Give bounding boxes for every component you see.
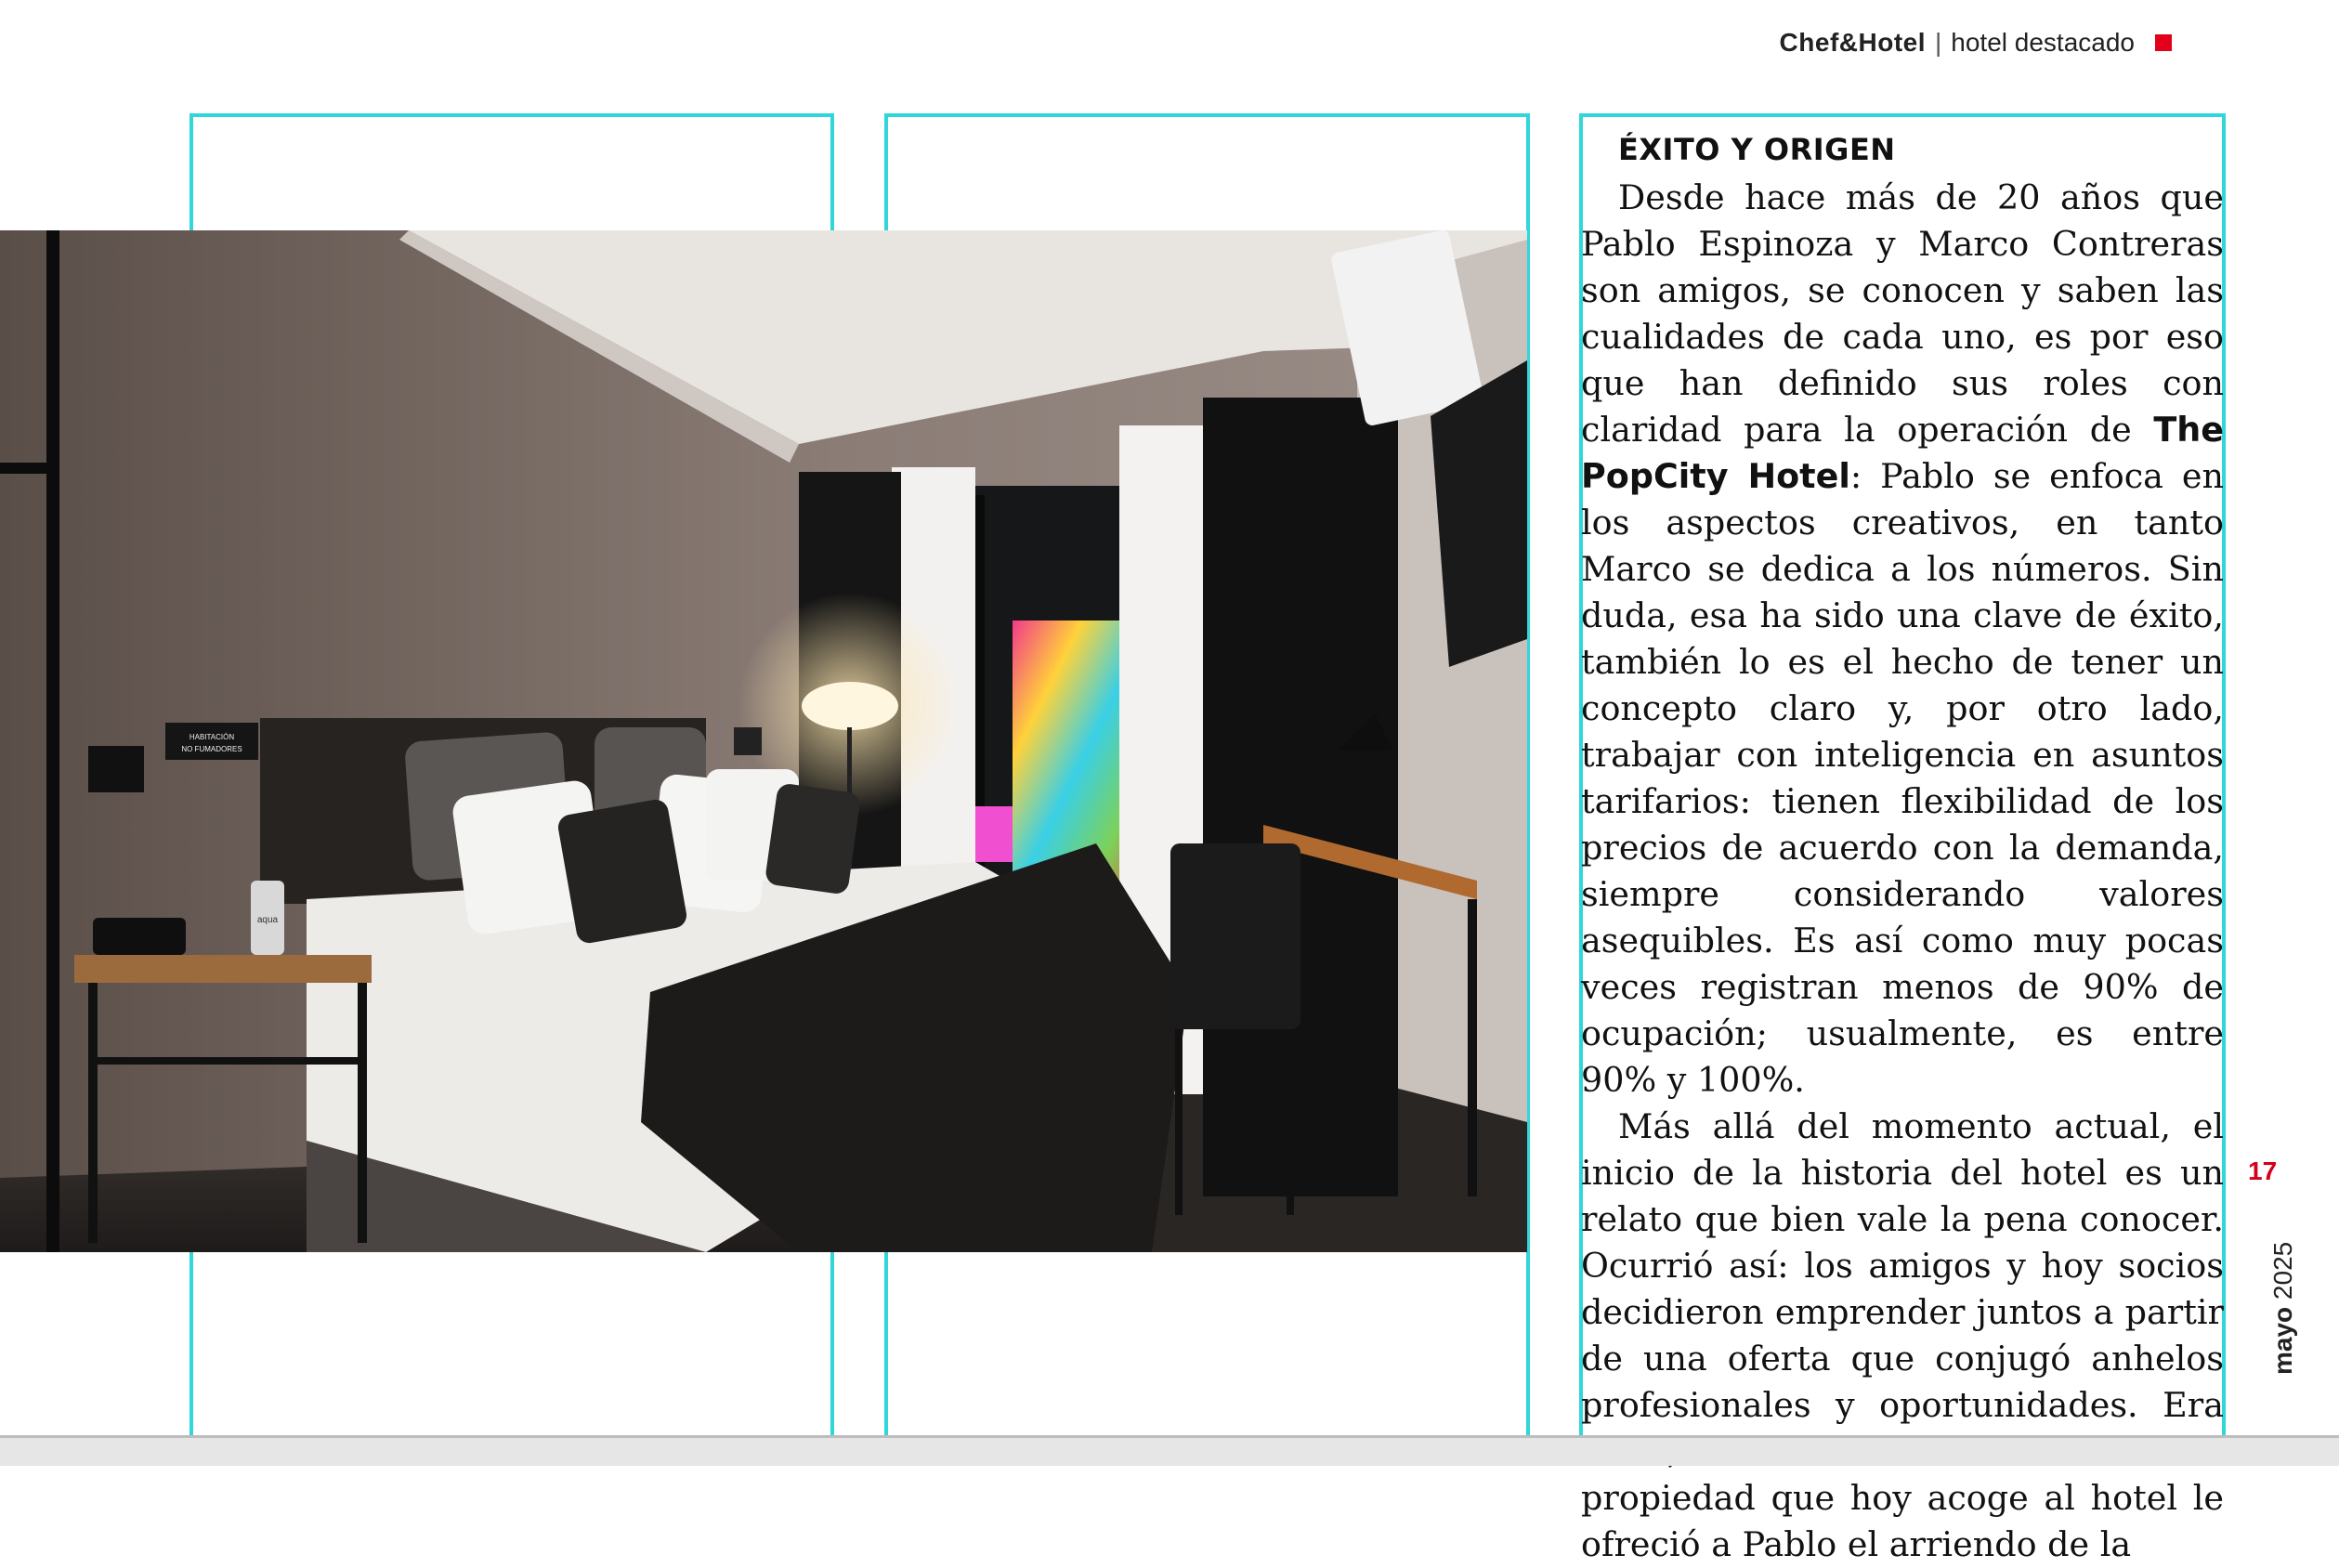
issue-date [2268, 1242, 2298, 1375]
viewer-bottom-bar [0, 1435, 2339, 1466]
section-label: hotel destacado [1951, 28, 2135, 57]
paragraph-1-end: : Pablo se enfoca en los aspectos creativos, en tanto Marco se dedica a los números. Sin duda, esa ha sido una clave de éxito, también lo es el hecho de tener un concepto claro y, por otro lado, trabajar con inteligencia en asuntos tarifarios: tienen flexibilidad de los precios de acuerdo con la demanda, siempre considerando valores asequibles. Es así como muy pocas veces registran menos de 90% de ocupación; usualmente, es entre 90% y 100%. [1581, 456, 2224, 1100]
room-sign-line2: NO FUMADORES [181, 745, 242, 753]
issue-month: mayo [2268, 1306, 2297, 1375]
section-heading: ÉXITO Y ORIGEN [1618, 132, 1896, 167]
article-paragraph-2: Más allá del momento actual, el inicio de la historia del hotel es un relato que bien vale la pena conocer. Ocurrió así: los amigos y hoy socios decidieron emprender juntos a partir de una oferta que conjugó anhelos profesionales y oportunidades. Era propiedad que hoy acoge al hotel le ofreció a Pablo el arriendo de la [1581, 1106, 2224, 1564]
accent-square-icon [2155, 34, 2172, 51]
article-column [1581, 132, 2224, 1568]
hotel-name: The PopCity Hotel [1581, 410, 2224, 496]
room-sign-line1: HABITACIÓN [189, 733, 235, 741]
running-header [1780, 28, 2172, 58]
magazine-brand: Chef&Hotel [1779, 28, 1926, 57]
article-paragraph-1 [1581, 175, 2224, 1104]
bottle-label: aqua [256, 915, 279, 925]
paragraph-1-start: Desde hace más de 20 años que Pablo Espinoza y Marco Contreras son amigos, se conocen y saben las cualidades de cada uno, es por eso que han definido sus roles con claridad para la operación de [1581, 177, 2224, 450]
issue-year: 2025 [2268, 1241, 2297, 1300]
page-number: 17 [2248, 1156, 2278, 1185]
header-separator: | [1935, 28, 1942, 57]
hotel-room-photo [0, 230, 1527, 1252]
